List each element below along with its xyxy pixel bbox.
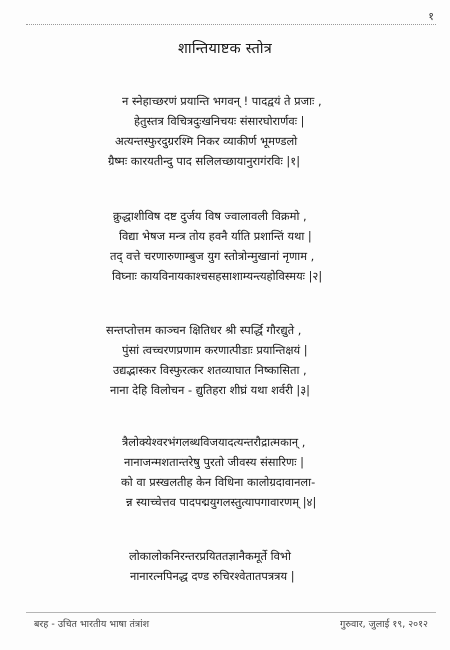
- footer-date: गुरुवार, जुलाई १९, २०१२: [339, 619, 428, 630]
- stanza-2: [40, 206, 420, 286]
- verse-line: विद्या भेषज मन्त्र तोय हवनै र्याति प्रशान्तिं यथा |: [119, 229, 312, 243]
- verse-line: विघ्नाः कायविनायकाश्चसहसाशाम्यन्त्यहोविस्मयः |२|: [112, 269, 323, 283]
- header-divider: [26, 24, 436, 25]
- stanza-1: [40, 91, 420, 171]
- verse-line: नानाजन्मशतान्तरेषु पुरतो जीवस्य संसारिणः |: [124, 455, 305, 469]
- verse-line: न्न स्याच्चेत्तव पादपद्मयुगलस्तुत्यापगावारणम् |४|: [126, 495, 317, 509]
- verse-line: नाना देहि विलोचन - द्युतिहरा शीघ्रं यथा शर्वरी |३|: [110, 383, 311, 397]
- verse-line: पुंसां त्वच्चरणप्रणाम करणात्पीडाः प्रयान्तिक्षयं |: [122, 343, 308, 357]
- verse-line: नानारत्नपिनद्ध दण्ड रुचिरश्वेतातपत्रत्रय |: [130, 569, 295, 583]
- verse-line: हेतुस्तत्र विचित्रदुःखनिचयः संसारघोरार्णवः |: [134, 114, 305, 128]
- verse-line: को वा प्रस्खलतीह केन विधिना कालोग्रदावानला-: [121, 475, 316, 489]
- verse-line: तद् वत्ते चरणारुणाम्बुज युग स्तोत्रोन्मुखानां नृणाम ,: [110, 249, 315, 263]
- verse-line: उद्यद्भास्कर विस्फुरत्कर शतव्याघात निष्कासिता ,: [113, 363, 307, 377]
- verse-line: न स्नेहाच्छरणं प्रयान्ति भगवन् ! पादद्वयं ते प्रजाः ,: [122, 94, 322, 108]
- verse-line: अत्यन्तस्फुरदुग्ररश्मि निकर व्याकीर्ण भूमण्डलो: [115, 134, 298, 148]
- verse-line: सन्तप्तोत्तम काञ्चन क्षितिधर श्री स्पर्द्धि गौरद्युते ,: [106, 323, 302, 337]
- page-number: १: [428, 10, 434, 23]
- verse-line: ग्रैष्मः कारयतीन्दु पाद सलिलच्छायानुरागंरविः |१|: [108, 154, 301, 168]
- footer-divider: [26, 612, 436, 613]
- footer-software-credit: बरह - उचित भारतीय भाषा तंत्रांश: [34, 619, 150, 630]
- page-title: शान्तियाष्टक स्तोत्र: [178, 41, 272, 57]
- verse-line: क्रुद्धाशीविष दष्ट दुर्जय विष ज्वालावली विक्रमो ,: [113, 209, 307, 223]
- stanza-3: [40, 320, 420, 400]
- stanza-5: [40, 546, 420, 586]
- stanza-4: [40, 432, 420, 512]
- verse-line: लोकालोकनिरन्तरप्रयिततज्ञानैकमूर्ते विभो: [129, 549, 291, 563]
- verse-line: त्रैलोक्येश्वरभंगलब्धविजयादत्यन्तरौद्रात्मकान् ,: [122, 435, 306, 449]
